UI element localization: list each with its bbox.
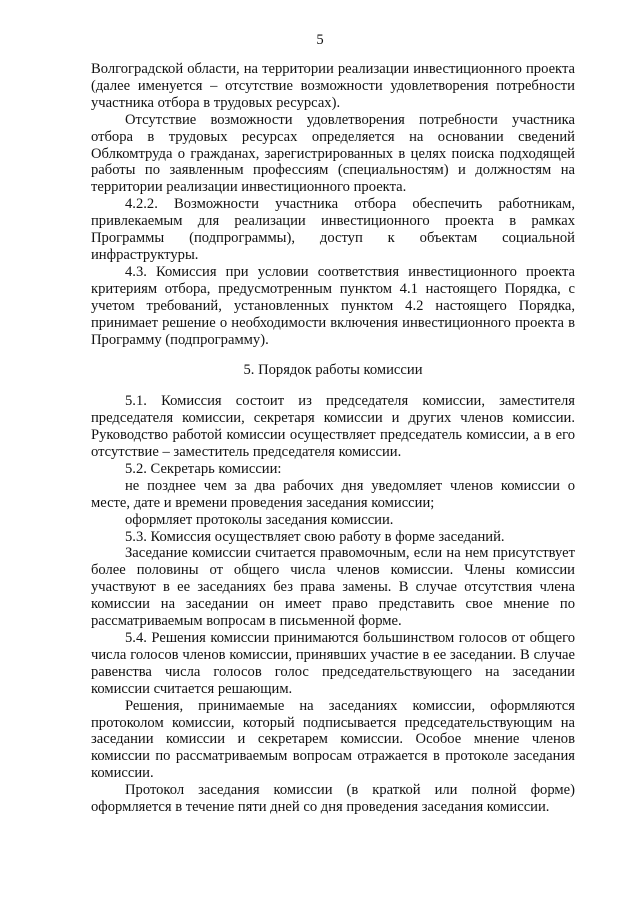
paragraph-continuation: Волгоградской области, на территории реализации инвестиционного проекта (далее именуется – отсутствие возможности удовлетворения потребности участника отбора в трудовых ресурсах). [91, 61, 575, 111]
paragraph-5-2: 5.2. Секретарь комиссии: [125, 460, 282, 477]
document-body [91, 61, 575, 816]
section-heading: 5. Порядок работы комиссии [243, 362, 423, 379]
page-number: 5 [316, 32, 324, 48]
paragraph-secretary-notify: не позднее чем за два рабочих дня уведомляет членов комиссии о месте, дате и времени проведения заседания комиссии; [91, 477, 575, 511]
paragraph-5-4: 5.4. Решения комиссии принимаются большинством голосов от общего числа голосов членов комиссии, принявших участие в ее заседании. В случае равенства числа голосов голос председательствующего на заседании комиссии считается решающим. [91, 630, 575, 697]
paragraph-4-2-2: 4.2.2. Возможности участника отбора обеспечить работникам, привлекаемым для реализации инвестиционного проекта в рамках Программы (подпрограммы), доступ к объектам социальной инфраструктуры. [91, 196, 575, 263]
paragraph-quorum: Заседание комиссии считается правомочным, если на нем присутствует более половины от общего числа членов комиссии. Члены комиссии участвуют в ее заседаниях без права замены. В случае отсутствия члена комиссии на заседании он имеет право представить свое мнение по рассматриваемым вопросам в письменной форме. [91, 545, 575, 630]
paragraph-labor-resources: Отсутствие возможности удовлетворения потребности участника отбора в трудовых ресурсах определяется на основании сведений Облкомтруда о гражданах, зарегистрированных в целях поиска подходящей работы по заявленным профессиям (специальностям) и должностям на территории реализации инвестиционного проекта. [91, 111, 575, 196]
paragraph-5-1: 5.1. Комиссия состоит из председателя комиссии, заместителя председателя комиссии, секретаря комиссии и других членов комиссии. Руководство работой комиссии осуществляет председатель комиссии, а в его отсутствие – заместитель председателя комиссии. [91, 393, 575, 461]
paragraph-decisions: Решения, принимаемые на заседаниях комиссии, оформляются протоколом комиссии, который подписывается председательствующим на заседании комиссии и секретарем комиссии. Особое мнение членов комиссии по рассматриваемым вопросам отражается в протоколе заседания комиссии. [91, 697, 575, 782]
paragraph-4-3: 4.3. Комиссия при условии соответствия инвестиционного проекта критериям отбора, предусмотренным пунктом 4.1 настоящего Порядка, с учетом требований, установленных пунктом 4.2 настоящего Порядка, принимает решение о необходимости включения инвестиционного проекта в Программу (подпрограмму). [91, 263, 575, 348]
paragraph-5-3: 5.3. Комиссия осуществляет свою работу в форме заседаний. [125, 528, 505, 545]
paragraph-protocol-deadline: Протокол заседания комиссии (в краткой или полной форме) оформляется в течение пяти дней со дня проведения заседания комиссии. [91, 782, 575, 816]
paragraph-secretary-protocols: оформляет протоколы заседания комиссии. [125, 511, 394, 528]
